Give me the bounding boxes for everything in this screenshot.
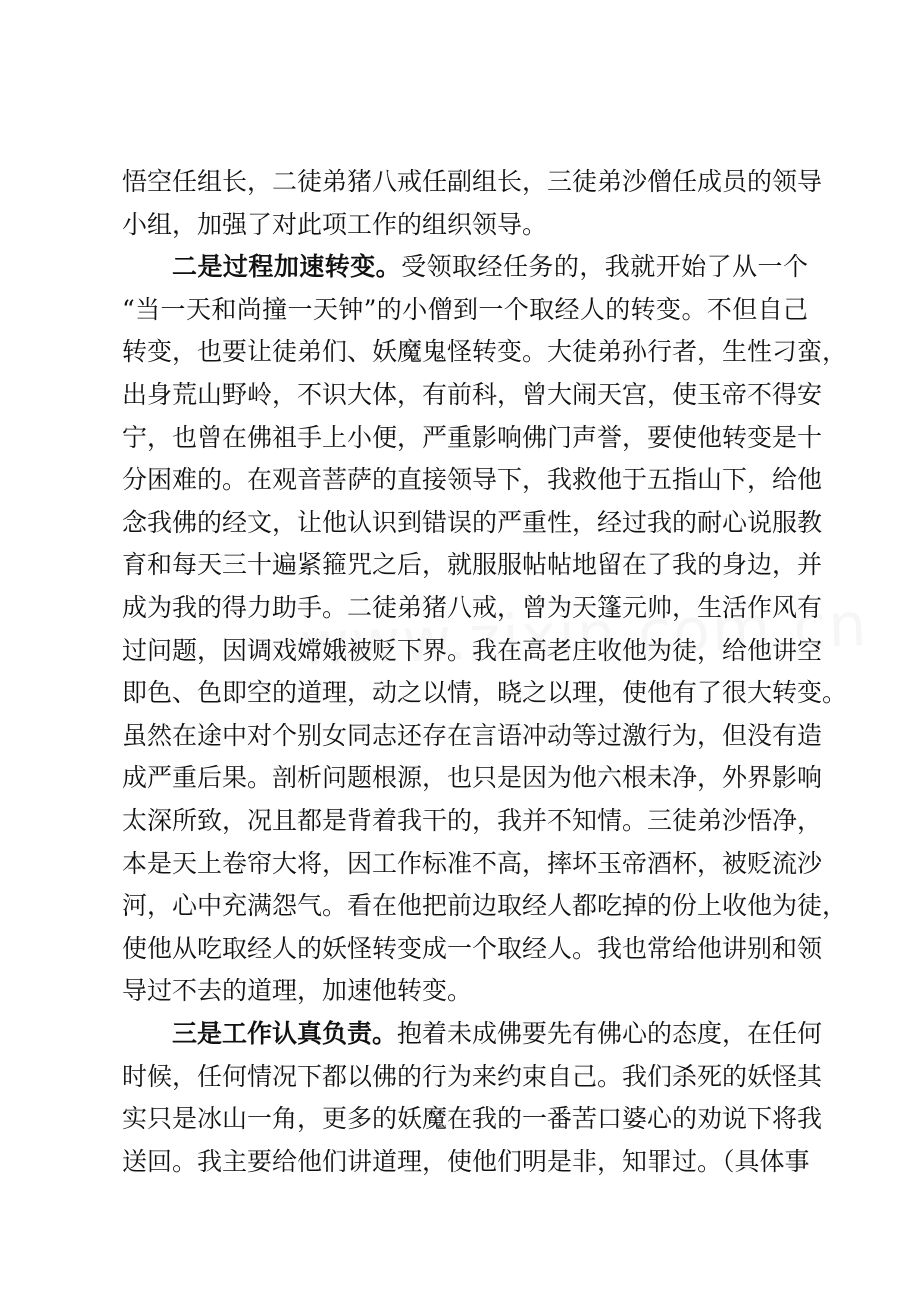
text-line [122,422,823,453]
text-line [122,678,848,708]
line-text: 小组，加强了对此项工作的组织领导。 [122,209,548,239]
line-text: 虽然在途中对个别女同志还存在言语冲动等过激行为，但没有造 [122,720,823,750]
line-text: 时候，任何情况下都以佛的行为来约束自己。我们杀死的妖怪其 [122,1061,823,1091]
text-line [172,252,808,282]
text-line [122,337,848,367]
line-text: 宁，也曾在佛祖手上小便，严重影响佛门声誉，要使他转变是十 [122,422,823,452]
text-line [122,976,808,1006]
text-line [122,806,823,836]
text-line [122,720,823,751]
line-text: 出身荒山野岭，不识大体，有前科，曾大闹天宫，使玉帝不得安 [122,380,823,409]
text-line [122,465,823,495]
line-text: 成严重后果。剖析问题根源，也只是因为他六根未净，外界影响 [122,763,823,793]
line-text: 导过不去的道理，加速他转变。 [122,976,473,1006]
paragraph-heading: 二是过程加速转变。 [172,252,402,282]
text-line [122,635,823,666]
line-text: 分困难的。在观音菩萨的直接领导下，我救他于五指山下，给他 [122,465,823,495]
line-text: 受领取经任务的，我就开始了从一个 [401,252,808,282]
text-line [122,1147,808,1177]
line-text: 太深所致，况且都是背着我干的，我并不知情。三徒弟沙悟净， [122,806,823,835]
text-line [122,1104,823,1134]
text-line [122,210,808,240]
line-text: 过问题，因调戏嫦娥被贬下界。我在高老庄收他为徒，给他讲空 [122,635,823,665]
line-text: 抱着未成佛要先有佛心的态度，在任何 [397,1019,823,1048]
text-line [122,295,808,325]
text-line [122,933,823,964]
line-text: 送回。我主要给他们讲道理，使他们明是非，知罪过。（具体事 [122,1146,810,1176]
line-text: 本是天上卷帘大将，因工作标准不高，摔坏玉帝酒杯，被贬流沙 [122,848,823,878]
text-line [122,763,823,793]
line-text: 悟空任组长，二徒弟猪八戒任副组长，三徒弟沙僧任成员的领导 [122,167,823,196]
text-line [122,593,823,623]
line-text: 念我佛的经文，让他认识到错误的严重性，经过我的耐心说服教 [122,507,823,537]
text-line [122,167,823,197]
text-line [172,1019,823,1049]
line-text: 使他从吃取经人的妖怪转变成一个取经人。我也常给他讲别和领 [122,933,823,963]
line-text: 河，心中充满怨气。看在他把前边取经人都吃掉的份上收他为徒， [122,891,848,921]
text-line [122,891,848,921]
line-text: 实只是冰山一角，更多的妖魔在我的一番苦口婆心的劝说下将我 [122,1104,823,1134]
line-text: 即色、色即空的道理，动之以情，晓之以理，使他有了很大转变。 [122,678,848,708]
text-line [122,380,823,410]
line-text: 转变，也要让徒弟们、妖魔鬼怪转变。大徒弟孙行者，生性刁蛮， [122,337,848,367]
text-line [122,507,823,538]
line-text: 育和每天三十遍紧箍咒之后，就服服帖帖地留在了我的身边，并 [122,550,823,580]
paragraph-heading: 三是工作认真负责。 [172,1019,398,1048]
text-line [122,550,823,580]
line-text: “当一天和尚撞一天钟”的小僧到一个取经人的转变。不但自己 [122,294,808,324]
text-line [122,848,823,879]
text-line [122,1061,823,1092]
line-text: 成为我的得力助手。二徒弟猪八戒，曾为天篷元帅，生活作风有 [122,593,823,622]
